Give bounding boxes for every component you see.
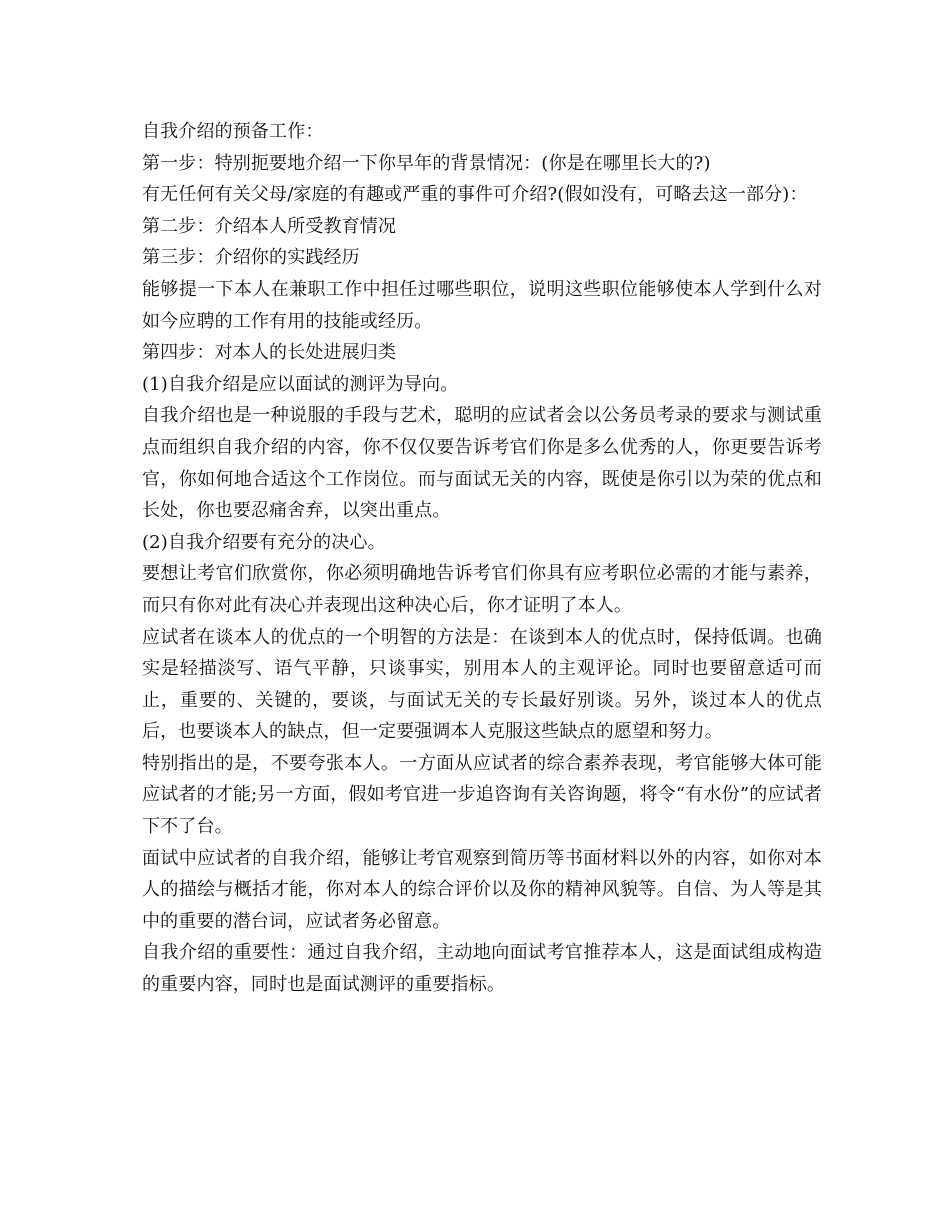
paragraph-part-time-work: 能够提一下本人在兼职工作中担任过哪些职位，说明这些职位能够使本人学到什么对如今应聘的工作有用的技能或经历。 xyxy=(142,278,822,332)
paragraph-no-exaggeration: 特别指出的是，不要夸张本人。一方面从应试者的综合素养表现，考官能够大体可能应试者的才能;另一方面，假如考官进一步追咨询有关咨询题，将令“有水份”的应试者下不了台。 xyxy=(142,752,822,838)
heading-preparation: 自我介绍的预备工作： xyxy=(142,121,324,142)
paragraph-importance: 自我介绍的重要性：通过自我介绍，主动地向面试考官推荐本人，这是面试组成构造的重要内容，同时也是面试测评的重要指标。 xyxy=(142,942,822,996)
paragraph-step-3: 第三步：介绍你的实践经历 xyxy=(142,247,360,269)
paragraph-step-4: 第四步：对本人的长处进展归类 xyxy=(142,342,397,364)
paragraph-point-2: (2)自我介绍要有充分的决心。 xyxy=(142,531,386,553)
paragraph-family-events: 有无任何有关父母/家庭的有趣或严重的事件可介绍?(假如没有，可略去这一部分)： xyxy=(142,184,808,206)
paragraph-strengths: 应试者在谈本人的优点的一个明智的方法是：在谈到本人的优点时，保持低调。也确实是轻描淡写、语气平静，只谈事实，别用本人的主观评论。同时也要留意适可而止，重要的、关键的，要谈，与面试无关的专长最好别谈。另外，谈过本人的优点后，也要谈本人的缺点，但一定要强调本人克服这些缺点的愿望和努力。 xyxy=(142,626,822,743)
paragraph-persuasion: 自我介绍也是一种说服的手段与艺术，聪明的应试者会以公务员考录的要求与测试重点而组织自我介绍的内容，你不仅仅要告诉考官们你是多么优秀的人，你更要告诉考官，你如何地合适这个工作岗位。而与面试无关的内容，既使是你引以为荣的优点和长处，你也要忍痛舍弃，以突出重点。 xyxy=(142,405,822,522)
paragraph-step-2: 第二步：介绍本人所受教育情况 xyxy=(142,215,397,237)
paragraph-step-1: 第一步：特别扼要地介绍一下你早年的背景情况：(你是在哪里长大的?) xyxy=(142,152,711,174)
paragraph-observation: 面试中应试者的自我介绍，能够让考官观察到简历等书面材料以外的内容，如你对本人的描绘与概括才能，你对本人的综合评价以及你的精神风貌等。自信、为人等是其中的重要的潜台词，应试者务必留意。 xyxy=(142,847,822,932)
paragraph-confidence: 要想让考官们欣赏你，你必须明确地告诉考官们你具有应考职位必需的才能与素养，而只有你对此有决心并表现出这种决心后，你才证明了本人。 xyxy=(142,563,822,616)
paragraph-point-1: (1)自我介绍是应以面试的测评为导向。 xyxy=(142,373,459,395)
document-body xyxy=(142,116,822,1001)
